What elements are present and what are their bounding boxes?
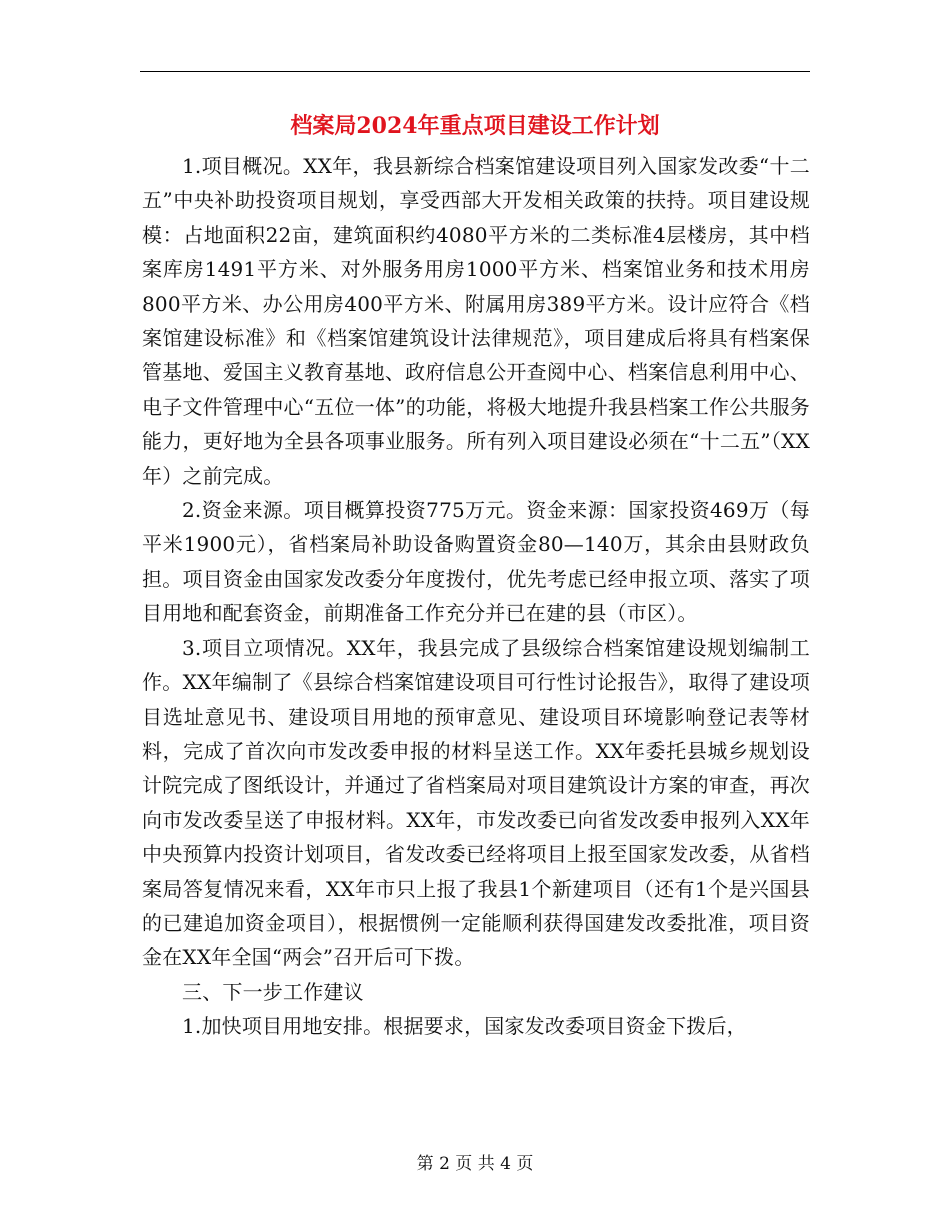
paragraph-project-overview: 1.项目概况。XX年，我县新综合档案馆建设项目列入国家发改委“十二五”中央补助投资项目规划，享受西部大开发相关政策的扶持。项目建设规模：占地面积22亩，建筑面积约4080平方米的二类标准4层楼房，其中档案库房1491平方米、对外服务用房1000平方米、档案馆业务和技术用房800平方米、办公用房400平方米、附属用房389平方米。设计应符合《档案馆建设标准》和《档案馆建筑设计法律规范》，项目建成后将具有档案保管基地、爱国主义教育基地、政府信息公开查阅中心、档案信息利用中心、电子文件管理中心“五位一体”的功能，将极大地提升我县档案工作公共服务能力，更好地为全县各项事业服务。所有列入项目建设必须在“十二五”（XX年）之前完成。 — [142, 154, 810, 488]
document-body — [142, 149, 810, 1044]
paragraph-project-approval: 3.项目立项情况。XX年，我县完成了县级综合档案馆建设规划编制工作。XX年编制了《县综合档案馆建设项目可行性讨论报告》，取得了建设项目选址意见书、建设项目用地的预审意见、建设项目环境影响登记表等材料，完成了首次向市发改委申报的材料呈送工作。XX年委托县城乡规划设计院完成了图纸设计，并通过了省档案局对项目建筑设计方案的审查，再次向市发改委呈送了申报材料。XX年，市发改委已向省发改委申报列入XX年中央预算内投资计划项目，省发改委已经将项目上报至国家发改委，从省档案局答复情况来看，XX年市只上报了我县1个新建项目（还有1个是兴国县的已建追加资金项目），根据惯例一定能顺利获得国建发改委批准，项目资金在XX年全国“两会”召开后可下拨。 — [142, 635, 810, 970]
header-rule — [140, 71, 810, 72]
document-title: 档案局2024年重点项目建设工作计划 — [290, 113, 660, 139]
page-number: 第 2 页 共 4 页 — [416, 1154, 534, 1174]
section-heading-next-steps: 三、下一步工作建议 — [182, 979, 364, 1004]
paragraph-funding-source: 2.资金来源。项目概算投资775万元。资金来源：国家投资469万（每平米1900元），省档案局补助设备购置资金80—140万，其余由县财政负担。项目资金由国家发改委分年度拨付，优先考虑已经申报立项、落实了项目用地和配套资金，前期准备工作充分并已在建的县（市区）。 — [142, 498, 810, 626]
paragraph-land-arrangement: 1.加快项目用地安排。根据要求，国家发改委项目资金下拨后， — [182, 1014, 747, 1039]
